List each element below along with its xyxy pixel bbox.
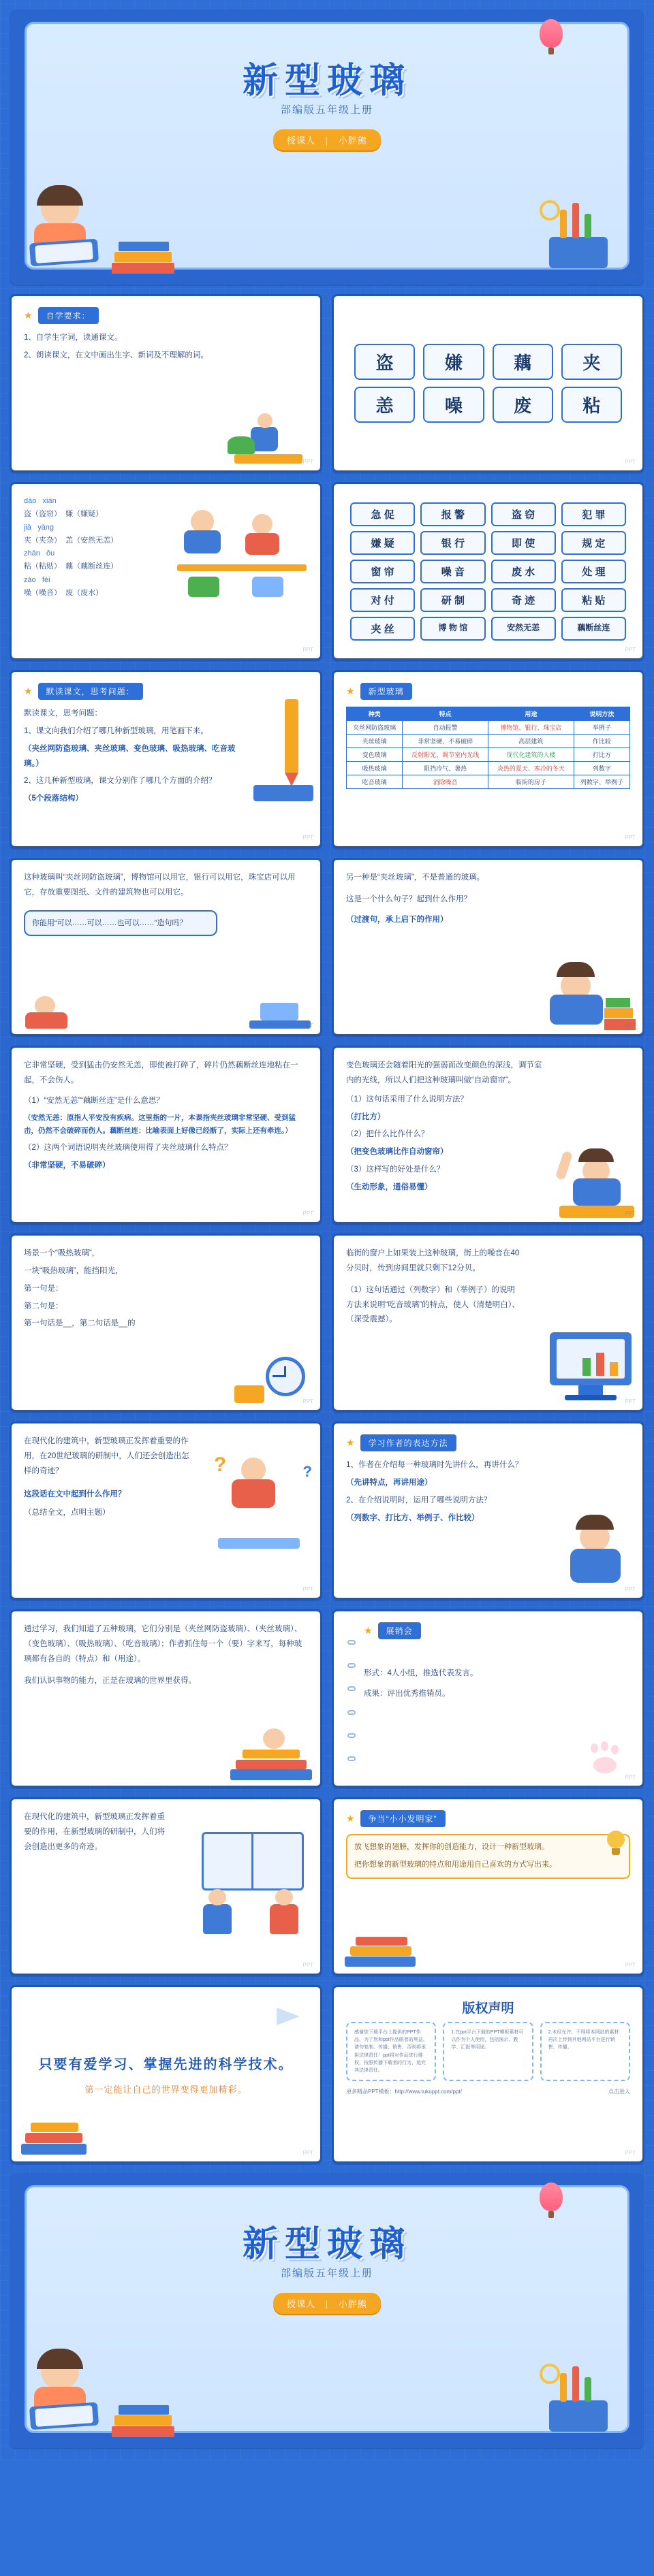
spiral-ring — [347, 1756, 356, 1761]
phrase-cell: 博 物 馆 — [420, 617, 485, 641]
thinking-students-illustration: ? ? — [211, 1451, 313, 1553]
table-cell: 举例子 — [574, 721, 629, 735]
metaphor-item: （2）把什么比作什么？ — [346, 1130, 429, 1139]
word: 废（废水） — [65, 588, 104, 597]
book-stack-illustration — [112, 233, 174, 274]
slide-row-3 — [10, 670, 644, 848]
table-cell: 反射阳光、调节室内光线 — [403, 748, 488, 762]
sentence-lead: 这种玻璃叫“夹丝网防盗玻璃”，博物馆可以用它，银行可以用它，珠宝店可以用它，存放重要图纸、文件的建筑物也可以用它。 — [24, 873, 296, 897]
closing-question: 这段话在文中起到什么作用？ — [24, 1490, 126, 1498]
table-row — [347, 735, 630, 748]
girl-reading-illustration — [30, 2347, 112, 2436]
table-row — [347, 748, 630, 762]
spiral-ring — [347, 1733, 356, 1738]
classroom-illustration — [177, 496, 313, 619]
char-cell: 盗 — [354, 344, 415, 380]
phrase-cell: 规 定 — [561, 531, 626, 555]
slide-self-study — [10, 294, 322, 472]
paw-icon — [588, 1743, 622, 1773]
watermark: PPT — [302, 835, 313, 841]
fill-blank-body — [24, 1246, 308, 1334]
table-row — [347, 775, 630, 789]
recite-line-2: （夹丝网防盗玻璃、夹丝玻璃、变色玻璃、吸热玻璃、吃音玻璃。） — [24, 744, 236, 768]
phrase-cell: 窗 帘 — [350, 560, 415, 583]
idiom-item: （1）“安然无恙”“藕断丝连”是什么意思？ — [24, 1096, 164, 1105]
slide-closing-quote — [10, 1985, 322, 2163]
inventor-line: 把你想象的新型玻璃的特点和用途用自己喜欢的方式写出来。 — [354, 1860, 557, 1869]
phrase-cell: 嫌 疑 — [350, 531, 415, 555]
copyright-columns — [346, 2022, 630, 2081]
phrase-cell: 奇 迹 — [491, 588, 556, 612]
watermark: PPT — [302, 2150, 313, 2156]
table-cell: 现代化建筑的大楼 — [488, 748, 574, 762]
phrase-cell: 盗 窃 — [491, 502, 556, 526]
word: 嫌（嫌疑） — [65, 510, 104, 519]
monitor-chart-illustration — [540, 1321, 636, 1403]
pinyin-row — [24, 508, 172, 521]
self-study-line-2: 2、朗读课文，在文中画出生字、新词及不理解的词。 — [24, 351, 208, 359]
slide-row-8 — [10, 1609, 644, 1788]
book-stack-illustration — [112, 2396, 174, 2437]
idiom-item: （2）这两个词语说明夹丝玻璃使用得了夹丝玻璃什么特点？ — [24, 1144, 232, 1153]
table-cell: 高层建筑 — [488, 735, 574, 748]
learn-item: （先讲特点，再讲用途） — [346, 1478, 433, 1487]
word: 恙（安然无恙） — [65, 536, 119, 545]
learn-item: 1、作者在介绍每一种玻璃时先讲什么，再讲什么？ — [346, 1461, 523, 1469]
table-cell: 消除噪音 — [403, 775, 488, 789]
watermark: PPT — [625, 1586, 636, 1592]
watermark: PPT — [625, 2150, 636, 2156]
pinyin-row — [24, 560, 172, 573]
pinyin: dào — [24, 497, 37, 505]
table-title: 新型玻璃 — [360, 683, 412, 700]
slide-summary-table — [332, 670, 644, 848]
recite-tag: 默读课文，思考问题： — [38, 683, 143, 700]
slide-writing-task — [10, 1797, 322, 1976]
slide-row-10 — [10, 1985, 644, 2163]
pinyin: zhān — [24, 549, 40, 558]
summary-lead: 通过学习，我们知道了五种玻璃，它们分别是（夹丝网防盗玻璃）、（夹丝玻璃）、（变色玻璃）、（吸热玻璃）、（吃音玻璃）；作者抓住每一个（要）字来写，每种玻璃都有各自的（特点）和（用途）。 — [24, 1625, 302, 1663]
fill-line: 一块“吸热玻璃”，能挡阳光， — [24, 1266, 123, 1275]
recite-body — [24, 707, 240, 809]
slide-inventor-activity — [332, 1797, 644, 1976]
number-lead: 临街的窗户上如果装上这种玻璃，街上的噪音在40分贝时，传到房间里就只剩下12分贝。 — [346, 1249, 520, 1272]
table-header-cell: 特点 — [403, 707, 488, 721]
char-cell: 粘 — [561, 387, 622, 423]
pinyin-row — [24, 574, 172, 587]
recite-line-1: 1、课文向我们介绍了哪几种新型玻璃，用笔画下来。 — [24, 726, 208, 735]
book-stack-illustration — [345, 1919, 426, 1967]
pencil-illustration — [248, 699, 313, 801]
table-cell: 非常坚硬、不易破碎 — [403, 735, 488, 748]
word: 噪（噪音） — [24, 588, 61, 597]
spiral-ring — [347, 1663, 356, 1668]
phrase-cell: 报 警 — [420, 502, 485, 526]
pinyin: fèi — [42, 575, 50, 584]
metaphor-item: （打比方） — [346, 1112, 386, 1121]
watermark: PPT — [625, 1023, 636, 1029]
copyright-footer — [346, 2088, 630, 2095]
copyright-enter[interactable]: 点击进入 — [608, 2089, 630, 2095]
watermark: PPT — [302, 1210, 313, 1217]
clock-illustration — [234, 1338, 309, 1403]
pinyin-row — [24, 534, 172, 547]
books-reading-illustration — [223, 1719, 312, 1780]
copyright-title: 版权声明 — [462, 2001, 514, 2016]
learn-item: （列数字、打比方、举例子、作比较） — [346, 1513, 480, 1522]
presenter-badge: 授课人 | 小胖熊 — [273, 129, 381, 150]
metaphor-item: （把变色玻璃比作自动窗帘） — [346, 1148, 448, 1157]
slide-row-7 — [10, 1421, 644, 1600]
table-header-cell: 用途 — [488, 707, 574, 721]
slide-transition-sentence — [332, 858, 644, 1036]
self-study-header — [24, 307, 308, 324]
boy-reading-illustration — [533, 941, 636, 1030]
watermark: PPT — [302, 1398, 313, 1404]
watermark: PPT — [302, 1962, 313, 1968]
char-cell: 恙 — [354, 387, 415, 423]
phrase-cell: 犯 罪 — [561, 502, 626, 526]
table-cell: 炎热的夏天、寒冷的冬天 — [488, 762, 574, 775]
table-header-cell: 说明方法 — [574, 707, 629, 721]
pinyin-row — [24, 547, 172, 560]
idiom-item: （安然无恙：原指人平安没有疾病。这里指的一片，本课指夹丝玻璃非常坚硬、受到猛击，仍然不会破碎而伤人。藕断丝连：比喻表面上好像已经断了，实际上还有牵连。） — [24, 1113, 296, 1136]
phrase-cell: 安然无恙 — [491, 617, 556, 641]
cover-subtitle: 部编版五年级上册 — [280, 104, 373, 116]
pinyin-list — [24, 495, 172, 600]
pinyin-row — [24, 495, 172, 508]
slide-lesson-summary — [10, 1609, 322, 1788]
metaphor-item: （1）这句话采用了什么说明方法？ — [346, 1095, 468, 1104]
slide-new-characters — [332, 294, 644, 472]
fill-line: 第一句话是__，第二句话是__的 — [24, 1319, 136, 1328]
watermark: PPT — [627, 2436, 638, 2443]
student-writing-illustration — [20, 981, 74, 1029]
slide-metaphor-analysis — [332, 1046, 644, 1224]
table-row — [347, 721, 630, 735]
idiom-lead: 它非常坚硬，受到猛击仍安然无恙，即使被打碎了，碎片仍然藕断丝连地粘在一起，不会伤人。 — [24, 1061, 298, 1084]
watermark: PPT — [302, 459, 313, 465]
inventor-card — [346, 1834, 630, 1879]
presenter-name: 小胖熊 — [338, 2299, 367, 2309]
presenter-label: 授课人 — [287, 135, 316, 146]
idiom-item: （非常坚硬，不易破碎） — [24, 1161, 110, 1170]
show-fair-title: 展销会 — [378, 1622, 421, 1639]
table-cell: 夹丝网防盗玻璃 — [347, 721, 403, 735]
table-cell: 列数字、举例子 — [574, 775, 629, 789]
recite-line-4: （5个段落结构） — [24, 794, 83, 803]
presenter-name: 小胖熊 — [338, 135, 367, 146]
watermark: PPT — [627, 273, 638, 279]
slide-phrases — [332, 482, 644, 660]
closing-lead: 在现代化的建筑中，新型玻璃正发挥着重要的作用，在20世纪玻璃的研制中，人们还会创造出怎样的奇迹？ — [24, 1437, 189, 1475]
table-cell: 夹丝玻璃 — [347, 735, 403, 748]
end-cover-subtitle: 部编版五年级上册 — [280, 2268, 373, 2279]
number-item: （1）这句话通过（列数字）和（举例子）的说明方法来说明“吃音玻璃”的特点，使人（清楚明白）、（深受震撼）。 — [346, 1285, 520, 1324]
char-cell: 废 — [493, 387, 553, 423]
book-stack-illustration — [21, 2100, 96, 2155]
table-cell: 打比方 — [574, 748, 629, 762]
slide-row-2 — [10, 482, 644, 660]
transition-line-2: 这是一个什么句子？起到什么作用？ — [346, 895, 471, 903]
end-presenter-badge: 授课人 | 小胖熊 — [273, 2293, 381, 2314]
watermark: PPT — [625, 647, 636, 653]
metaphor-items — [346, 1093, 545, 1198]
phrase-cell: 对 付 — [350, 588, 415, 612]
table-cell: 博物馆、银行、珠宝店 — [488, 721, 574, 735]
pinyin-row — [24, 521, 172, 534]
copyright-link[interactable]: 更多精品PPT模板：http://www.tukuppt.com/ppt/ — [346, 2089, 462, 2095]
metaphor-item: （3）这样写的好处是什么？ — [346, 1165, 445, 1174]
table-cell: 列数字 — [574, 762, 629, 775]
show-line: 成果：评出优秀推销员。 — [364, 1689, 450, 1698]
glass-types-table — [346, 707, 630, 789]
word: 盗（盗窃） — [24, 510, 61, 519]
slide-copyright — [332, 1985, 644, 2163]
desk-supplies-illustration — [542, 200, 617, 268]
watermark: PPT — [625, 1774, 636, 1780]
presenter-label: 授课人 — [287, 2299, 316, 2309]
transition-line-3: （过渡句，承上启下的作用） — [346, 915, 448, 924]
desk-illustration — [249, 988, 311, 1029]
pinyin-row — [24, 587, 172, 600]
table-cell: 变色玻璃 — [347, 748, 403, 762]
spiral-ring — [347, 1710, 356, 1715]
word: 夹（夹杂） — [24, 536, 61, 545]
phrase-cell: 银 行 — [420, 531, 485, 555]
char-cell: 嫌 — [423, 344, 484, 380]
word: 藕（藕断丝连） — [65, 562, 119, 571]
phrase-cell: 藕断丝连 — [561, 617, 626, 641]
table-cell: 自动报警 — [403, 721, 488, 735]
phrase-cell: 噪 音 — [420, 560, 485, 583]
watermark: PPT — [302, 1586, 313, 1592]
self-study-tag: 自学要求： — [38, 307, 99, 324]
pinyin: zào — [24, 575, 36, 584]
learn-method-items — [346, 1458, 533, 1528]
phrase-cell: 粘 贴 — [561, 588, 626, 612]
balloon-icon — [540, 19, 563, 48]
star-icon: ★ — [346, 1437, 355, 1448]
desk-supplies-illustration — [542, 2364, 617, 2432]
slide-row-4 — [10, 858, 644, 1036]
self-study-body — [24, 331, 308, 366]
phrase-cell: 即 使 — [491, 531, 556, 555]
slide-closing-function — [10, 1421, 322, 1600]
end-cover-title: 新型玻璃 — [242, 2225, 411, 2264]
summary-tail: 我们认识事物的能力，正是在玻璃的世界里获得。 — [24, 1676, 196, 1685]
phrase-cell: 急 促 — [350, 502, 415, 526]
char-cell: 藕 — [493, 344, 553, 380]
slide-row-1 — [10, 294, 644, 472]
table-header-row — [347, 707, 630, 721]
cover-title: 新型玻璃 — [242, 61, 411, 101]
watermark: PPT — [625, 459, 636, 465]
spiral-ring — [347, 1640, 356, 1645]
recite-lead: 默读课文，思考问题： — [24, 709, 102, 718]
pinyin: xián — [42, 497, 57, 505]
idiom-items — [24, 1094, 308, 1176]
metaphor-lead: 变色玻璃还会随着阳光的强弱而改变颜色的深浅，调节室内的光线，所以人们把这种玻璃叫做“自动窗帘”。 — [346, 1061, 542, 1084]
table-row — [347, 762, 630, 775]
table-cell: 吸热玻璃 — [347, 762, 403, 775]
quote-line-1: 只要有爱学习、掌握先进的科学技术。 — [38, 2057, 294, 2072]
learn-method-title: 学习作者的表达方法 — [360, 1434, 456, 1451]
transition-line-1: 另一种是“夹丝玻璃”，不是普通的玻璃。 — [346, 873, 485, 882]
show-fair-body — [364, 1667, 630, 1705]
watermark: PPT — [302, 647, 313, 653]
pinyin: yàng — [37, 523, 54, 532]
pinyin: jiā — [24, 523, 32, 532]
slide-row-5 — [10, 1046, 644, 1224]
slide-learn-method — [332, 1421, 644, 1600]
watermark: PPT — [302, 1023, 313, 1029]
boy-raising-hand-illustration — [555, 1136, 637, 1218]
table-cell: 临街的房子 — [488, 775, 574, 789]
boy-avatar-illustration — [557, 1507, 632, 1588]
slide-row-9 — [10, 1797, 644, 1976]
star-icon: ★ — [24, 686, 33, 696]
slide-show-fair — [332, 1609, 644, 1788]
spiral-binding — [347, 1630, 357, 1771]
self-study-line-1: 1、自学生字词，读通课文。 — [24, 334, 123, 342]
phrase-cell: 废 水 — [491, 560, 556, 583]
metaphor-item: （生动形象，通俗易懂） — [346, 1182, 433, 1191]
slide-recite-questions — [10, 670, 322, 848]
slide-sentence-practice — [10, 858, 322, 1036]
slide-number-method — [332, 1234, 644, 1412]
copyright-col: 感谢您下载平台上提供的PPT作品，为了您和ppt作品眼者的利益，请勿复制、传播、销售，否则将承担法律责任！ppt将对作品进行维权，按照传播下载者的行为，追究其法律责任。 — [346, 2022, 436, 2081]
closing-answer: （总结全文，点明主题） — [24, 1509, 110, 1517]
writing-lead: 在现代化的建筑中，新型玻璃正发挥着重要的作用，在新型玻璃的研制中，人们将会创造出更多的奇迹。 — [24, 1813, 165, 1851]
phrase-cell: 夹 丝 — [350, 617, 415, 641]
watermark: PPT — [625, 1398, 636, 1404]
star-icon: ★ — [346, 1813, 355, 1824]
watermark: PPT — [625, 1210, 636, 1217]
girl-reading-illustration — [30, 184, 112, 272]
slide-fill-blank — [10, 1234, 322, 1412]
slide-pinyin — [10, 482, 322, 660]
char-cell: 噪 — [423, 387, 484, 423]
star-icon: ★ — [346, 686, 355, 696]
balloon-icon — [540, 2183, 563, 2211]
inventor-title: 争当“小小发明家” — [360, 1810, 446, 1827]
show-line: 形式：4人小组，推选代表发言。 — [364, 1669, 478, 1677]
fill-line: 场景一个“吸热玻璃”， — [24, 1249, 100, 1257]
fill-line: 第二句是： — [24, 1302, 63, 1310]
paper-plane-icon — [259, 2003, 300, 2031]
recite-line-3: 2、这几种新型玻璃，课文分别作了哪几个方面的介绍？ — [24, 777, 217, 786]
slide-idiom-analysis — [10, 1046, 322, 1224]
watermark: PPT — [625, 1962, 636, 1968]
table-cell: 阻挡冷气、暑热 — [403, 762, 488, 775]
watermark: PPT — [625, 835, 636, 841]
inventor-line: 放飞想象的翅膀，发挥你的创造能力，设计一种新型玻璃。 — [354, 1843, 549, 1851]
word: 粘（粘贴） — [24, 562, 61, 571]
watermark: PPT — [302, 1774, 313, 1780]
table-cell: 作比较 — [574, 735, 629, 748]
table-cell: 吃音玻璃 — [347, 775, 403, 789]
copyright-col: 1.在ppt平台下载的PPT模板素材可以作为个人使用，包括演示、教学、汇报等用途。 — [443, 2022, 533, 2081]
end-cover-slide — [10, 2173, 644, 2448]
phrase-grid — [346, 500, 630, 643]
fill-line: 第一句是： — [24, 1284, 63, 1293]
star-icon: ★ — [24, 310, 33, 321]
sentence-question-bubble: 你能用“可以……可以……也可以……”造句吗？ — [24, 910, 217, 937]
pinyin: ǒu — [46, 549, 55, 558]
char-cell: 夹 — [561, 344, 622, 380]
quote-line-2: 第一定能让自己的世界变得更加精彩。 — [84, 2084, 247, 2095]
star-icon: ★ — [364, 1625, 373, 1636]
spiral-ring — [347, 1686, 356, 1691]
phrase-cell: 研 制 — [420, 588, 485, 612]
phrase-cell: 处 理 — [561, 560, 626, 583]
cover-slide — [10, 10, 644, 285]
slide-row-6 — [10, 1234, 644, 1412]
learn-item: 2、在介绍说明时，运用了哪些说明方法？ — [346, 1496, 492, 1504]
table-header-cell: 种类 — [347, 707, 403, 721]
student-desk-illustration — [228, 396, 309, 464]
character-grid — [346, 340, 630, 427]
open-book-illustration — [188, 1818, 317, 1941]
copyright-col: 2.未经允许，不得将本网站的素材再次上传到其他网站平台进行销售、传播。 — [540, 2022, 630, 2081]
lightbulb-icon — [602, 1831, 630, 1859]
